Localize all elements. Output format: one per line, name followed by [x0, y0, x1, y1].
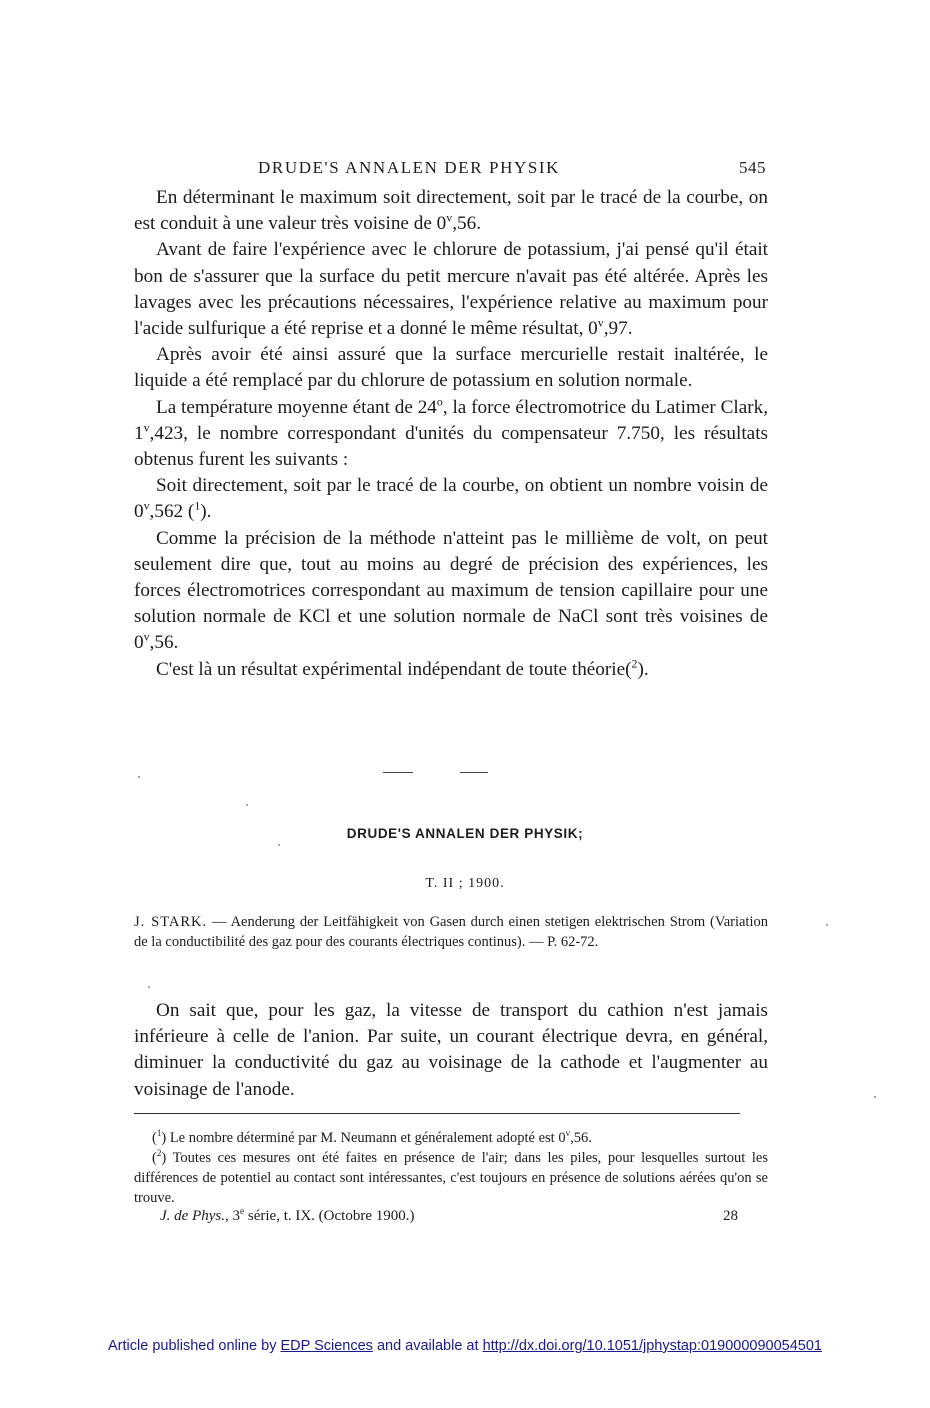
scan-speck: [278, 844, 280, 846]
running-title: DRUDE'S ANNALEN DER PHYSIK: [258, 158, 561, 177]
publisher-link[interactable]: EDP Sciences: [280, 1338, 373, 1354]
scan-speck: [826, 924, 828, 926]
footnote-rule: [134, 1113, 740, 1114]
paragraph: Avant de faire l'expérience avec le chlorure de potassium, j'ai pensé qu'il était bon de s'assurer que la surface du petit mercure n'avait pas été altérée. Après les lavages avec les précautions nécessaires, l'expérience relative au maximum pour l'acide sulfurique a été reprise et a donné le même résultat, 0$^v$,97.: [134, 239, 768, 340]
paragraph: C'est là un résultat expérimental indépendant de toute théorie($^2$).: [156, 656, 649, 680]
footnote: ($^1$) Le nombre déterminé par M. Neumann et généralement adopté est 0$^v$,56.: [152, 1128, 592, 1146]
paragraph: Soit directement, soit par le tracé de la courbe, on obtient un nombre voisin de 0$^v$,562 ($^1$).: [134, 475, 768, 523]
scan-speck: [874, 1096, 876, 1098]
journal-footer: [134, 1208, 738, 1230]
abstract-reference: [134, 912, 768, 952]
abstract-title: — Aenderung der Leitfähigkeit von Gasen durch einen stetigen elektrischen Strom (Variation de la conductibilité des gaz pour des courants électriques continus). — P. 62-72.: [134, 914, 768, 950]
review-text: [134, 998, 768, 1103]
paragraph: En déterminant le maximum soit directement, soit par le tracé de la courbe, on est conduit à une valeur très voisine de 0$^v$,56.: [134, 187, 768, 235]
paragraph: Après avoir été ainsi assuré que la surface mercurielle restait inaltérée, le liquide a été remplacé par du chlorure de potassium en solution normale.: [134, 344, 768, 392]
publisher-notice: Article published online by EDP Sciences and available at http://dx.doi.org/10.1051/jphystap:019000090054501: [108, 1338, 822, 1354]
paragraph: La température moyenne étant de 24$^o$, la force électromotrice du Latimer Clark, 1$^v$,423, le nombre correspondant d'unités du compensateur 7.750, les résultats obtenus furent les suivants :: [134, 394, 768, 471]
scan-speck: [246, 804, 248, 806]
running-head: [134, 158, 766, 182]
doi-link[interactable]: http://dx.doi.org/10.1051/jphystap:019000090054501: [482, 1338, 822, 1354]
section-heading: DRUDE'S ANNALEN DER PHYSIK;: [346, 826, 584, 841]
footnotes: [134, 1128, 768, 1208]
abstract-author: J. STARK.: [134, 914, 208, 930]
sheet-number: 28: [723, 1208, 738, 1224]
scan-speck: [138, 776, 140, 778]
volume-line: T. II ; 1900.: [425, 876, 505, 891]
paragraph: Comme la précision de la méthode n'atteint pas le millième de volt, on peut seulement dire que, tout au moins au degré de précision des expériences, les forces électromotrices correspondant au maximum de tension capillaire pour une solution normale de KCl et une solution normale de NaCl sont très voisines de 0$^v$,56.: [134, 527, 768, 654]
body-paragraphs: [134, 185, 768, 683]
page-number: 545: [739, 158, 766, 177]
section-divider: [460, 772, 488, 773]
journal-citation: J. de Phys., 3e série, t. IX. (Octobre 1900.): [160, 1207, 415, 1224]
scan-speck: [148, 986, 150, 988]
paragraph: On sait que, pour les gaz, la vitesse de transport du cathion n'est jamais inférieure à celle de l'anion. Par suite, un courant électrique devra, en général, diminuer la conductivité du gaz au voisinage de la cathode et l'augmenter au voisinage de l'anode.: [134, 1000, 768, 1100]
footnote: ($^2$) Toutes ces mesures ont été faites en présence de l'air; dans les piles, pour lesquelles surtout les différences de potentiel au contact sont intéressantes, c'est toujours en présence de solutions aérées qu'on se trouve.: [134, 1148, 768, 1206]
section-divider: [383, 772, 413, 773]
